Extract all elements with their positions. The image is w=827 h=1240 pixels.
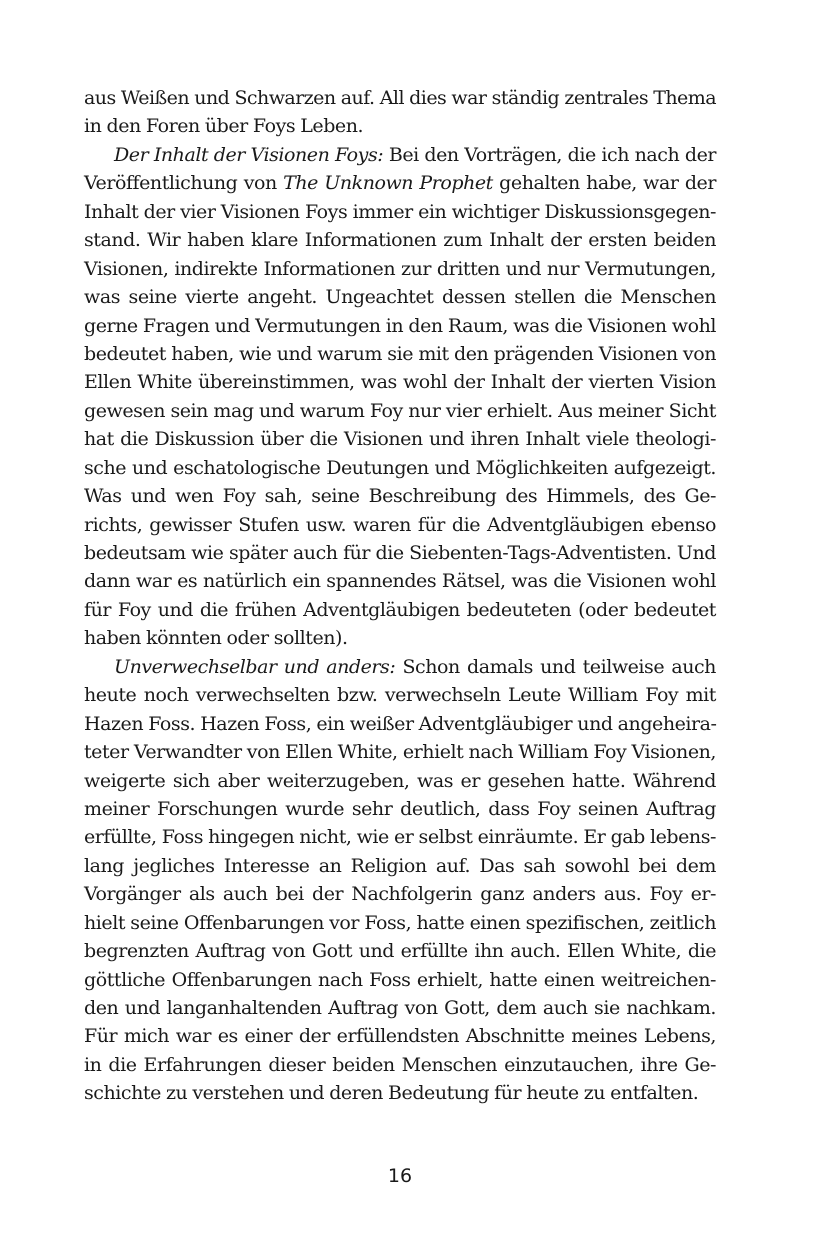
- text-line: göttliche Offenbarungen nach Foss erhielt, hatte einen weitreichen-: [84, 968, 716, 991]
- text-line: für Foy und die frühen Adventgläubigen bedeuteten (oder bedeutet: [84, 598, 716, 621]
- text-line: gerne Fragen und Vermutungen in den Raum, was die Visionen wohl: [84, 314, 716, 337]
- text-line: Hazen Foss. Hazen Foss, ein weißer Adventgläubiger und angeheira-: [84, 712, 717, 735]
- text-line: Vorgänger als auch bei der Nachfolgerin ganz anders aus. Foy er-: [84, 883, 716, 906]
- text-line: hat die Diskussion über die Visionen und ihren Inhalt viele theologi-: [84, 428, 716, 451]
- text-line: erfüllte, Foss hingegen nicht, wie er selbst einräumte. Er gab lebens-: [84, 826, 716, 849]
- page-number: 16: [387, 1165, 413, 1187]
- line-text: gehalten habe, war der: [492, 172, 716, 195]
- text-line: [84, 653, 716, 681]
- text-line: haben könnten oder sollten).: [84, 627, 348, 650]
- text-line: gewesen sein mag und warum Foy nur vier erhielt. Aus meiner Sicht: [84, 399, 716, 422]
- text-line: meiner Forschungen wurde sehr deutlich, dass Foy seinen Auftrag: [84, 797, 716, 820]
- text-line: hielt seine Offenbarungen vor Foss, hatte einen spezifischen, zeitlich: [84, 911, 716, 934]
- text-line: begrenzten Auftrag von Gott und erfüllte ihn auch. Ellen White, die: [84, 940, 716, 963]
- text-line: [84, 141, 716, 169]
- text-line: weigerte sich aber weiterzugeben, was er gesehen hatte. Während: [84, 769, 716, 792]
- line-text: Bei den Vorträgen, die ich nach der: [383, 143, 716, 166]
- text-line: den und langanhaltenden Auftrag von Gott, dem auch sie nachkam.: [84, 997, 716, 1019]
- text-line: sche und eschatologische Deutungen und Möglichkeiten aufgezeigt.: [84, 456, 716, 479]
- line-text: Schon damals und teilweise auch: [395, 655, 716, 678]
- text-line: stand. Wir haben klare Informationen zum Inhalt der ersten beiden: [84, 229, 716, 252]
- text-line: bedeutsam wie später auch für die Siebenten-Tags-Adventisten. Und: [84, 542, 716, 564]
- text-line: heute noch verwechselten bzw. verwechseln Leute William Foy mit: [84, 684, 716, 707]
- text-line: Inhalt der vier Visionen Foys immer ein wichtiger Diskussionsgegen-: [84, 200, 716, 223]
- text-line: aus Weißen und Schwarzen auf. All dies war ständig zentrales Thema: [84, 87, 716, 109]
- text-line: Ellen White übereinstimmen, was wohl der Inhalt der vierten Vision: [84, 371, 716, 394]
- text-line: was seine vierte angeht. Ungeachtet dessen stellen die Menschen: [84, 286, 716, 309]
- text-line: lang jegliches Interesse an Religion auf. Das sah sowohl bei dem: [84, 854, 716, 877]
- paragraph: [84, 84, 716, 141]
- text-line: [84, 169, 716, 197]
- text-line: in die Erfahrungen dieser beiden Menschen einzutauchen, ihre Ge-: [84, 1053, 716, 1076]
- paragraph: [84, 141, 716, 653]
- text-line: Visionen, indirekte Informationen zur dritten und nur Vermutungen,: [84, 257, 716, 280]
- text-line: in den Foren über Foys Leben.: [84, 115, 364, 138]
- book-title: The Unknown Prophet: [283, 172, 493, 195]
- text-line: schichte zu verstehen und deren Bedeutung für heute zu entfalten.: [84, 1082, 699, 1105]
- text-line: teter Verwandter von Ellen White, erhielt nach William Foy Visionen,: [84, 741, 716, 764]
- paragraph: [84, 653, 716, 1108]
- line-text: Veröffentlichung von: [84, 172, 284, 195]
- text-line: richts, gewisser Stufen usw. waren für die Adventgläubigen ebenso: [84, 513, 716, 536]
- page-body: [84, 84, 716, 1108]
- text-line: dann war es natürlich ein spannendes Rätsel, was die Visionen wohl: [84, 570, 716, 593]
- text-line: Was und wen Foy sah, seine Beschreibung des Himmels, des Ge-: [84, 485, 716, 508]
- section-lead: Der Inhalt der Visionen Foys:: [114, 143, 384, 166]
- section-lead: Unverwechselbar und anders:: [114, 655, 396, 678]
- text-line: bedeutet haben, wie und warum sie mit den prägenden Visionen von: [84, 342, 716, 365]
- text-line: Für mich war es einer der erfüllendsten Abschnitte meines Lebens,: [84, 1025, 716, 1048]
